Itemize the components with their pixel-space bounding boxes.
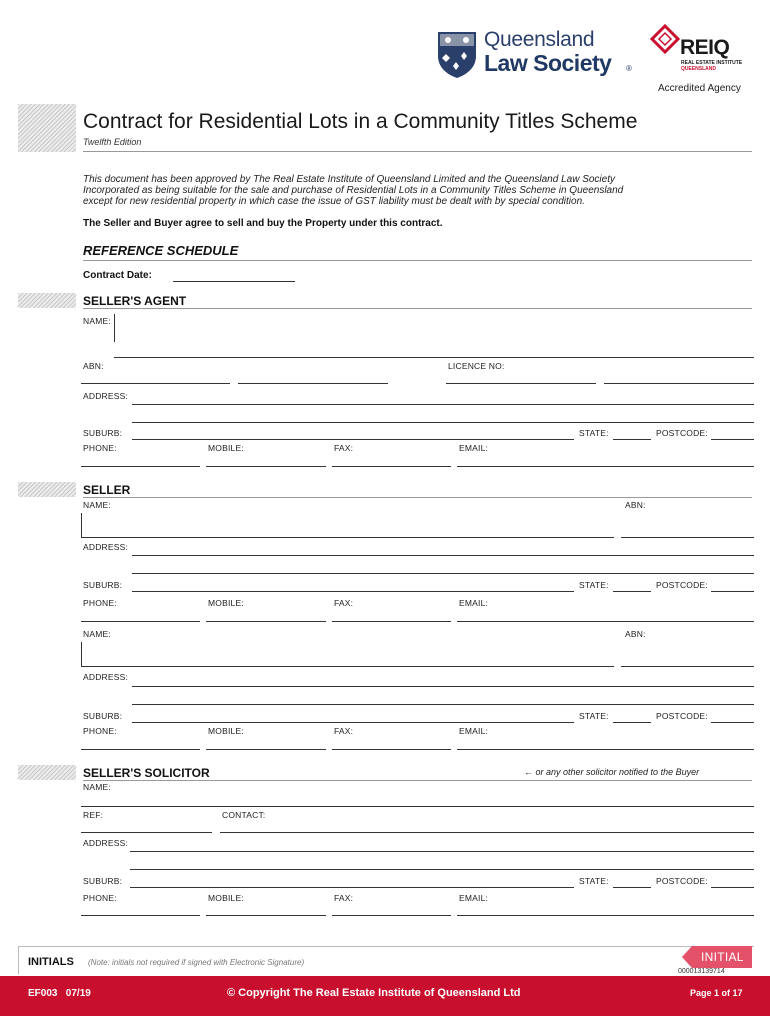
reiq-logo (650, 22, 755, 82)
seller1-fax-field[interactable] (332, 621, 451, 622)
seller1-mobile-field[interactable] (206, 621, 326, 622)
reiq-sub1: REAL ESTATE INSTITUTE (681, 60, 743, 66)
solicitor-ref-label: REF: (83, 810, 104, 820)
solicitor-rule (83, 780, 752, 781)
solicitor-state-field[interactable] (613, 887, 651, 888)
solicitor-hatch (18, 765, 76, 780)
qls-crest-icon (436, 28, 478, 78)
seller2-mobile-field[interactable] (206, 749, 326, 750)
agent-name-field[interactable] (114, 357, 754, 358)
seller1-postcode-field[interactable] (711, 591, 754, 592)
contract-date-field[interactable] (173, 281, 295, 282)
seller1-abn-label: ABN: (625, 500, 646, 510)
seller1-abn-field[interactable] (621, 537, 754, 538)
agent-email-field[interactable] (457, 466, 754, 467)
seller2-state-label: STATE: (579, 711, 609, 721)
seller1-fax-label: FAX: (334, 598, 354, 608)
reference-schedule-title: REFERENCE SCHEDULE (83, 243, 239, 258)
seller1-name-bracket (81, 513, 82, 537)
seller-hatch (18, 482, 76, 497)
initial-tag-label: INITIAL (701, 950, 744, 964)
seller2-abn-label: ABN: (625, 629, 646, 639)
qls-name-line2: Law Society (484, 50, 612, 76)
agent-abn-field-2[interactable] (238, 383, 388, 384)
sellers-agent-rule (83, 308, 752, 309)
agent-mobile-label: MOBILE: (208, 443, 244, 453)
seller2-fax-field[interactable] (332, 749, 451, 750)
seller2-fax-label: FAX: (334, 726, 354, 736)
solicitor-address-label: ADDRESS: (83, 838, 129, 848)
seller2-address-label: ADDRESS: (83, 672, 129, 682)
agent-abn-label: ABN: (83, 361, 104, 371)
solicitor-note: ← or any other solicitor notified to the Buyer (524, 767, 700, 777)
contract-date-label: Contract Date: (83, 270, 152, 281)
agent-licence-label: LICENCE NO: (448, 361, 505, 371)
page-number: Page 1 of 17 (690, 988, 743, 998)
solicitor-fax-field[interactable] (332, 915, 451, 916)
seller-rule (83, 497, 752, 498)
agent-state-field[interactable] (613, 439, 651, 440)
agent-suburb-field[interactable] (132, 439, 574, 440)
qls-logo (436, 28, 636, 80)
solicitor-suburb-label: SUBURB: (83, 876, 123, 886)
intro-line-2: Incorporated as being suitable for the sale and purchase of Residential Lots in a Community Titles Scheme in Queensland (83, 185, 624, 196)
seller1-name-label: NAME: (83, 500, 111, 510)
solicitor-mobile-field[interactable] (206, 915, 326, 916)
seller2-postcode-label: POSTCODE: (656, 711, 708, 721)
seller2-email-label: EMAIL: (459, 726, 489, 736)
solicitor-phone-field[interactable] (81, 915, 200, 916)
sellers-agent-title: SELLER'S AGENT (83, 294, 187, 308)
page-title: Contract for Residential Lots in a Community Titles Scheme (83, 110, 638, 133)
intro-line-3: except for new residential property in which case the issue of GST liability must be dealt with by special condition. (83, 196, 585, 207)
agreement-statement: The Seller and Buyer agree to sell and buy the Property under this contract. (83, 218, 443, 229)
sellers-agent-hatch (18, 293, 76, 308)
seller1-address-field-2[interactable] (132, 573, 754, 574)
agent-licence-field-2[interactable] (604, 383, 754, 384)
initial-tag-button[interactable] (682, 946, 752, 968)
solicitor-address-field-1[interactable] (130, 851, 754, 852)
solicitor-email-field[interactable] (457, 915, 754, 916)
seller1-address-field-1[interactable] (132, 555, 754, 556)
seller1-suburb-field[interactable] (132, 591, 574, 592)
agent-postcode-field[interactable] (711, 439, 754, 440)
edition-label: Twelfth Edition (83, 137, 142, 147)
solicitor-contact-label: CONTACT: (222, 810, 266, 820)
solicitor-name-field[interactable] (81, 806, 754, 807)
seller2-address-field-2[interactable] (132, 704, 754, 705)
seller1-state-label: STATE: (579, 580, 609, 590)
initials-label: INITIALS (28, 956, 74, 968)
solicitor-mobile-label: MOBILE: (208, 893, 244, 903)
agent-mobile-field[interactable] (206, 466, 326, 467)
copyright-notice: © Copyright The Real Estate Institute of Queensland Ltd (227, 987, 521, 999)
seller1-phone-label: PHONE: (83, 598, 117, 608)
seller2-suburb-field[interactable] (132, 722, 574, 723)
seller2-email-field[interactable] (457, 749, 754, 750)
solicitor-fax-label: FAX: (334, 893, 354, 903)
seller2-address-field-1[interactable] (132, 686, 754, 687)
seller1-mobile-label: MOBILE: (208, 598, 244, 608)
seller2-phone-label: PHONE: (83, 726, 117, 736)
solicitor-postcode-label: POSTCODE: (656, 876, 708, 886)
agent-phone-field[interactable] (81, 466, 200, 467)
solicitor-ref-field[interactable] (81, 832, 212, 833)
seller2-phone-field[interactable] (81, 749, 200, 750)
solicitor-name-label: NAME: (83, 782, 111, 792)
seller2-name-label: NAME: (83, 629, 111, 639)
seller2-suburb-label: SUBURB: (83, 711, 123, 721)
solicitor-email-label: EMAIL: (459, 893, 489, 903)
agent-email-label: EMAIL: (459, 443, 489, 453)
title-rule (83, 151, 752, 152)
reiq-diamond-icon (650, 24, 680, 54)
schedule-rule (83, 260, 752, 261)
solicitor-phone-label: PHONE: (83, 893, 117, 903)
reiq-name: REIQ (680, 36, 730, 59)
agent-address-field-2[interactable] (132, 422, 754, 423)
agent-abn-field-1[interactable] (81, 383, 230, 384)
seller1-email-field[interactable] (457, 621, 754, 622)
seller1-state-field[interactable] (613, 591, 651, 592)
solicitor-suburb-field[interactable] (130, 887, 574, 888)
seller1-name-field[interactable] (81, 537, 614, 538)
seller2-name-bracket (81, 642, 82, 666)
seller1-address-label: ADDRESS: (83, 542, 129, 552)
seller2-state-field[interactable] (613, 722, 651, 723)
seller1-suburb-label: SUBURB: (83, 580, 123, 590)
seller2-name-field[interactable] (81, 666, 614, 667)
seller1-phone-field[interactable] (81, 621, 200, 622)
form-code: EF003 07/19 (28, 988, 91, 999)
agent-name-label: NAME: (83, 316, 111, 326)
seller1-email-label: EMAIL: (459, 598, 489, 608)
accredited-agency-label: Accredited Agency (658, 83, 741, 94)
solicitor-contact-field[interactable] (220, 832, 754, 833)
solicitor-postcode-field[interactable] (711, 887, 754, 888)
initials-note: (Note: initials not required if signed with Electronic Signature) (88, 958, 305, 967)
reiq-sub2: QUEENSLAND (681, 66, 717, 72)
qls-name-line1: Queensland (484, 28, 595, 51)
solicitor-title: SELLER'S SOLICITOR (83, 766, 210, 780)
solicitor-address-field-2[interactable] (130, 869, 754, 870)
agent-address-label: ADDRESS: (83, 391, 129, 401)
document-id: 000013139714 (678, 968, 725, 975)
intro-line-1: This document has been approved by The Real Estate Institute of Queensland Limited and the Queensland Law Society (83, 174, 615, 185)
seller-title: SELLER (83, 483, 131, 497)
agent-postcode-label: POSTCODE: (656, 428, 708, 438)
agent-suburb-label: SUBURB: (83, 428, 123, 438)
registered-mark-icon: ® (626, 64, 632, 73)
agent-state-label: STATE: (579, 428, 609, 438)
agent-fax-label: FAX: (334, 443, 354, 453)
agent-fax-field[interactable] (332, 466, 451, 467)
agent-licence-field-1[interactable] (446, 383, 596, 384)
seller2-abn-field[interactable] (621, 666, 754, 667)
solicitor-state-label: STATE: (579, 876, 609, 886)
agent-address-field-1[interactable] (132, 404, 754, 405)
seller1-postcode-label: POSTCODE: (656, 580, 708, 590)
title-hatch-band (18, 104, 76, 152)
seller2-mobile-label: MOBILE: (208, 726, 244, 736)
agent-name-bracket (114, 314, 115, 342)
agent-phone-label: PHONE: (83, 443, 117, 453)
seller2-postcode-field[interactable] (711, 722, 754, 723)
